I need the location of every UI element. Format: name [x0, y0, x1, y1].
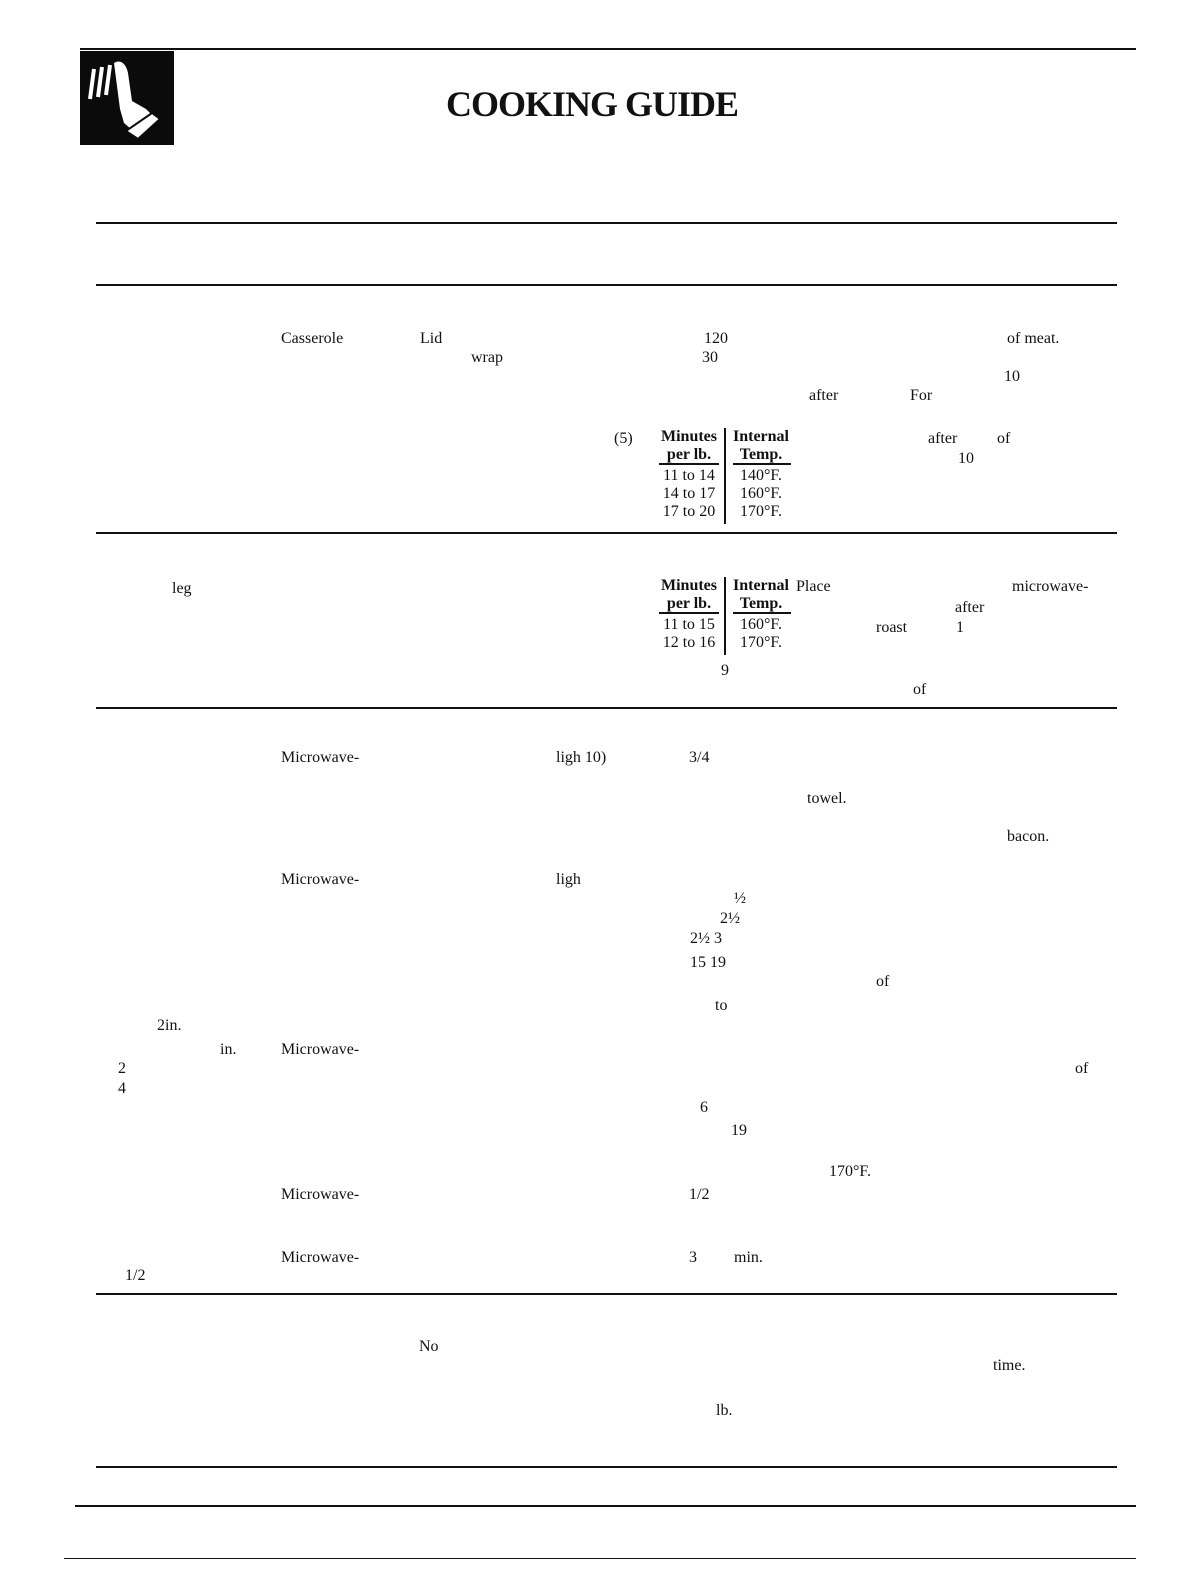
footer-rule: [75, 1505, 1136, 1507]
table-row: 11 to 15 12 to 16: [662, 616, 716, 651]
text-fragment: after: [809, 387, 839, 404]
text-fragment: after: [955, 599, 985, 616]
table-header: Internal Temp.: [733, 577, 789, 612]
text-fragment: Place: [796, 578, 831, 595]
text-fragment: For: [910, 387, 933, 404]
text-fragment: leg: [172, 580, 192, 597]
text-fragment: 1/2: [689, 1186, 710, 1203]
table-header: Minutes per lb.: [661, 577, 717, 612]
text-fragment: of meat.: [1007, 330, 1060, 347]
text-fragment: 9: [721, 662, 729, 679]
section-rule: [96, 1293, 1117, 1295]
text-fragment: Microwave-: [281, 1041, 360, 1058]
table-row: 11 to 14 14 to 17 17 to 20: [662, 467, 716, 520]
text-fragment: Microwave-: [281, 749, 360, 766]
text-fragment: 1: [956, 619, 964, 636]
text-fragment: Casserole: [281, 330, 344, 347]
text-fragment: 19: [731, 1122, 747, 1139]
text-fragment: 10: [1004, 368, 1020, 385]
text-fragment: 4: [118, 1080, 126, 1097]
header-underline: [733, 612, 791, 614]
text-fragment: No: [419, 1338, 439, 1355]
text-fragment: 2: [118, 1060, 126, 1077]
temperature-table: [655, 577, 795, 655]
temperature-table: [655, 428, 795, 524]
text-fragment: of: [876, 973, 890, 990]
page-title: COOKING GUIDE: [446, 84, 739, 124]
text-fragment: 2½: [720, 910, 740, 927]
table-header: Minutes per lb.: [661, 428, 717, 463]
text-fragment: 170°F.: [829, 1163, 872, 1180]
text-fragment: in.: [220, 1041, 237, 1058]
text-fragment: of: [913, 681, 927, 698]
text-fragment: lb.: [716, 1402, 733, 1419]
text-fragment: bacon.: [1007, 828, 1050, 845]
text-fragment: 3: [689, 1249, 697, 1266]
hand-touch-icon: [80, 51, 174, 145]
text-fragment: microwave-: [1012, 578, 1089, 595]
text-fragment: (5): [614, 430, 633, 447]
text-fragment: Microwave-: [281, 1186, 360, 1203]
text-fragment: of: [997, 430, 1011, 447]
text-fragment: 15 19: [690, 954, 726, 971]
text-fragment: towel.: [807, 790, 847, 807]
text-fragment: ligh: [556, 871, 581, 888]
text-fragment: time.: [993, 1357, 1026, 1374]
text-fragment: ½: [734, 890, 746, 907]
table-row: 160°F. 170°F.: [739, 616, 782, 651]
text-fragment: after: [928, 430, 958, 447]
text-fragment: Microwave-: [281, 1249, 360, 1266]
table-row: 140°F. 160°F. 170°F.: [739, 467, 782, 520]
text-fragment: wrap: [471, 349, 503, 366]
text-fragment: roast: [876, 619, 908, 636]
table-header: Internal Temp.: [733, 428, 789, 463]
top-rule: [80, 48, 1136, 50]
text-fragment: 2½ 3: [690, 930, 722, 947]
text-fragment: ligh 10): [556, 749, 607, 766]
text-fragment: Lid: [420, 330, 443, 347]
header-underline: [659, 612, 719, 614]
header-underline: [733, 463, 791, 465]
text-fragment: 2in.: [157, 1017, 182, 1034]
header-underline: [659, 463, 719, 465]
section-rule: [96, 1466, 1117, 1468]
text-fragment: 10: [958, 450, 974, 467]
section-rule: [96, 707, 1117, 709]
text-fragment: 6: [700, 1099, 708, 1116]
column-divider: [724, 428, 726, 524]
text-fragment: min.: [734, 1249, 763, 1266]
text-fragment: 3/4: [689, 749, 710, 766]
text-fragment: of: [1075, 1060, 1089, 1077]
text-fragment: to: [715, 997, 728, 1014]
section-rule: [96, 284, 1117, 286]
text-fragment: 120: [704, 330, 728, 347]
column-divider: [724, 577, 726, 655]
text-fragment: 30: [702, 349, 718, 366]
section-rule: [96, 222, 1117, 224]
section-rule: [96, 532, 1117, 534]
text-fragment: Microwave-: [281, 871, 360, 888]
footer-rule: [64, 1558, 1136, 1559]
text-fragment: 1/2: [125, 1267, 146, 1284]
